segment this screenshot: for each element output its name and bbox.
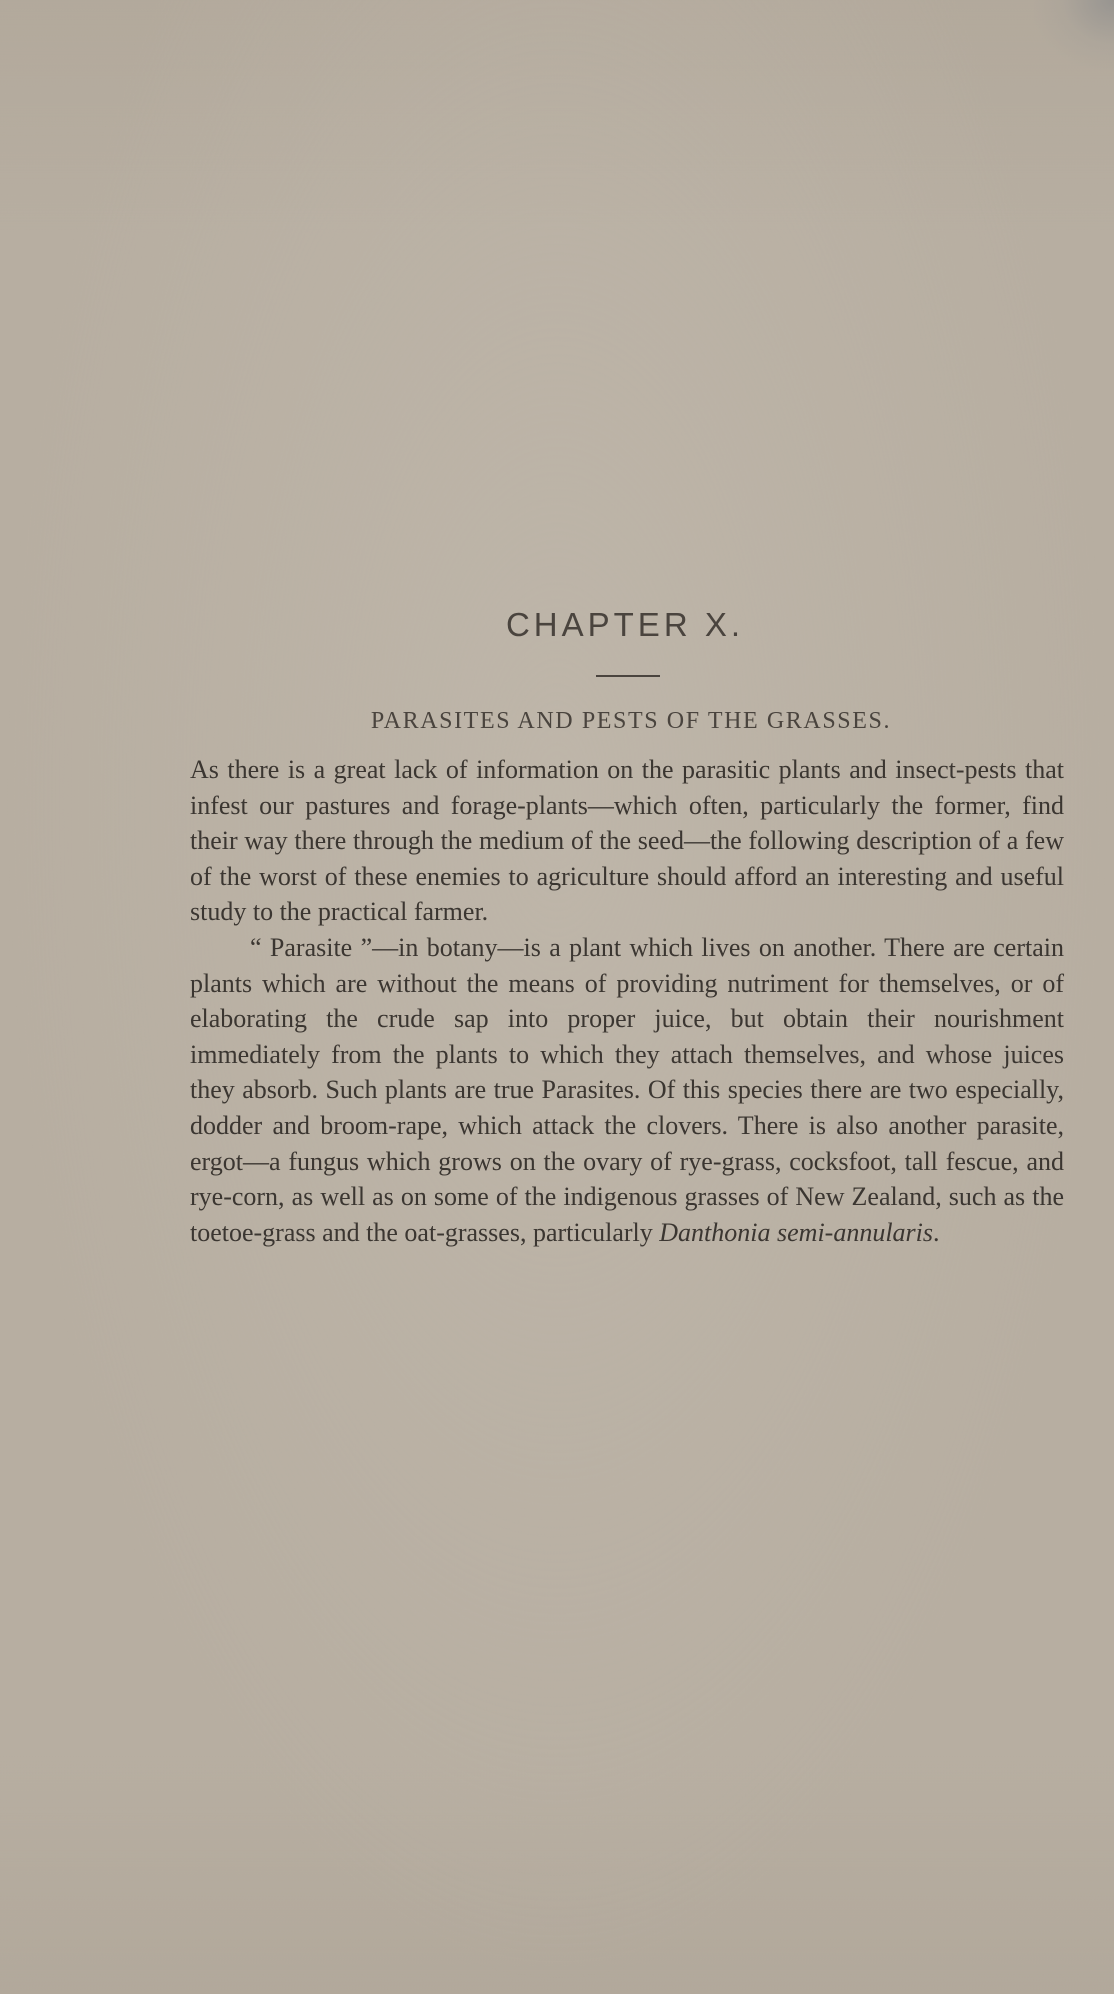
title-rule-divider [596,675,660,677]
paragraph-parasite-text: “ Parasite ”—in botany—is a plant which lives on another. There are certain plants which are without the means of providing nutriment for themselves, or of elaborating the crude sap into proper juice, but obtain their nourishment immediately from the plants to which they attach themselves, and whose juices they absorb. Such plants are true Parasites. Of this species there are two especially, dodder and broom-rape, which attack the clovers. There is also another parasite, ergot—a fungus which grows on the ovary of rye-grass, cocksfoot, tall fescue, and rye-corn, as well as on some of the indigenous grasses of New Zealand, such as the toetoe-grass and the oat-grasses, particularly [190,932,1064,1247]
species-name: Danthonia semi-annularis [659,1217,934,1247]
section-heading: PARASITES AND PESTS OF THE GRASSES. [370,708,892,734]
paragraph-parasite-end: . [933,1217,940,1247]
paragraph-intro: As there is a great lack of information on the parasitic plants and insect-pests that infest our pastures and forage-plants—which often, particularly the former, find their way there through the medium of the seed—the following description of a few of the worst of these enemies to agriculture should afford an interesting and useful study to the practical farmer. [190,755,1064,927]
page-corner-shadow [1034,0,1114,70]
body-text [190,752,1064,1250]
paragraph-parasite [190,930,1064,1250]
chapter-title: CHAPTER X. [505,606,745,643]
